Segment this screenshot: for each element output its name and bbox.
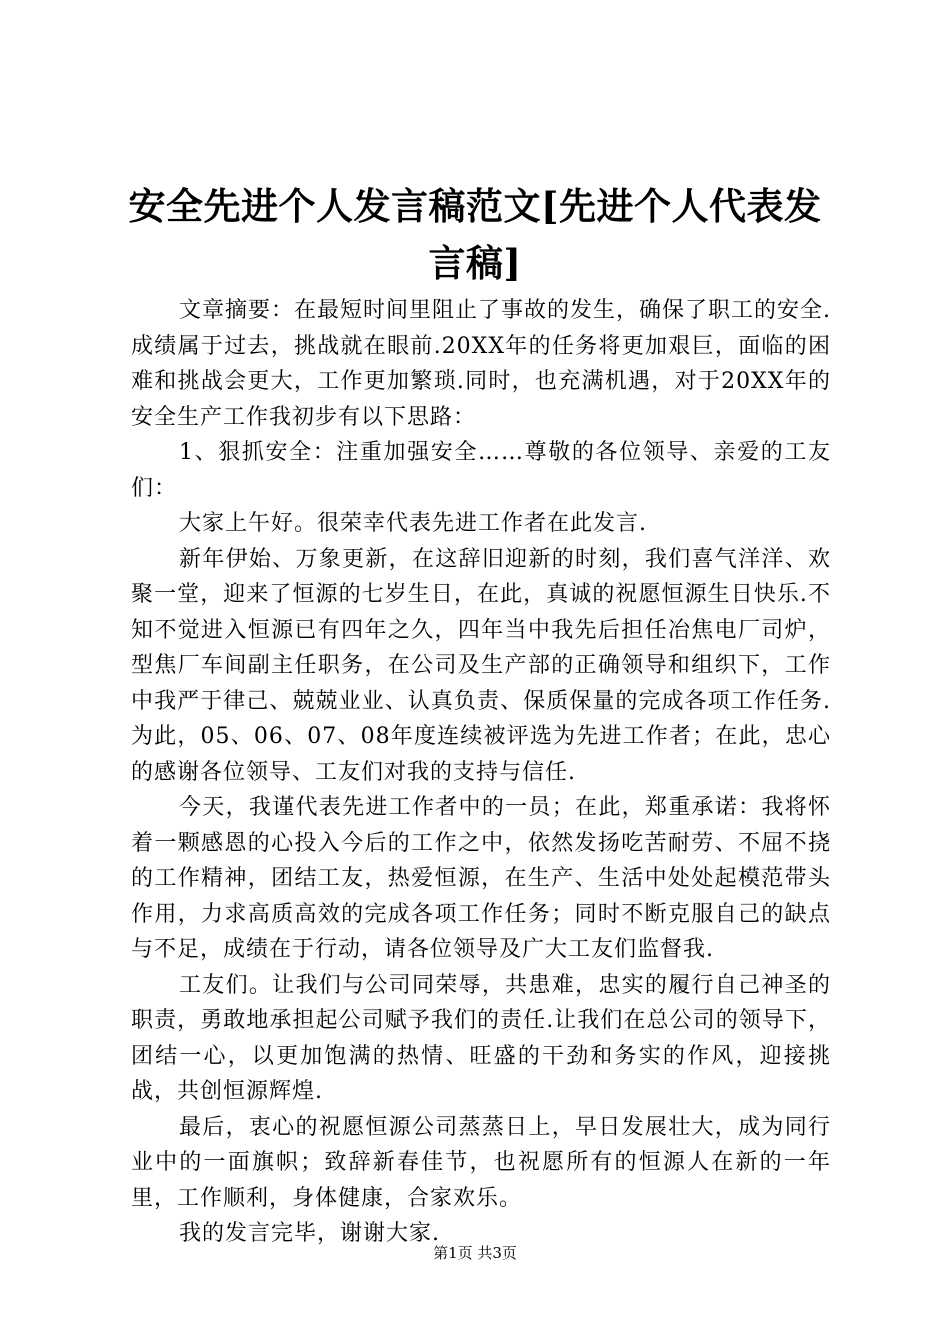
paragraph-call-to-action: 工友们。让我们与公司同荣辱，共患难，忠实的履行自己神圣的职责，勇敢地承担起公司赋予我们的责任.让我们在总公司的领导下，团结一心，以更加饱满的热情、旺盛的干劲和务实的作风，迎接挑战，共创恒源辉煌. [131, 972, 831, 1104]
document-body [131, 293, 831, 1252]
document-title: 安全先进个人发言稿范文[先进个人代表发言稿] [128, 184, 822, 285]
paragraph-commitment: 今天，我谨代表先进工作者中的一员；在此，郑重承诺：我将怀着一颗感恩的心投入今后的工作之中，依然发扬吃苦耐劳、不屈不挠的工作精神，团结工友，热爱恒源，在生产、生活中处处起模范带头作用，力求高质高效的完成各项工作任务；同时不断克服自己的缺点与不足，成绩在于行动，请各位领导及广大工友们监督我. [131, 795, 831, 962]
paragraph-closing: 我的发言完毕，谢谢大家. [179, 1221, 440, 1246]
paragraph-safety-point: 1、狠抓安全：注重加强安全……尊敬的各位领导、亲爱的工友们： [131, 440, 831, 501]
page-number-footer: 第1页 共3页 [433, 1244, 517, 1262]
paragraph-abstract: 文章摘要：在最短时间里阻止了事故的发生，确保了职工的安全.成绩属于过去，挑战就在眼前.20XX年的任务将更加艰巨，面临的困难和挑战会更大，工作更加繁琐.同时，也充满机遇，对于20XX年的安全生产工作我初步有以下思路： [131, 298, 831, 430]
paragraph-new-year: 新年伊始、万象更新，在这辞旧迎新的时刻，我们喜气洋洋、欢聚一堂，迎来了恒源的七岁生日，在此，真诚的祝愿恒源生日快乐.不知不觉进入恒源已有四年之久，四年当中我先后担任冶焦电厂司炉，型焦厂车间副主任职务，在公司及生产部的正确领导和组织下，工作中我严于律己、兢兢业业、认真负责、保质保量的完成各项工作任务.为此，05、06、07、08年度连续被评选为先进工作者；在此，忠心的感谢各位领导、工友们对我的支持与信任. [131, 546, 831, 785]
paragraph-greeting: 大家上午好。很荣幸代表先进工作者在此发言. [179, 511, 647, 536]
paragraph-wishes: 最后，衷心的祝愿恒源公司蒸蒸日上，早日发展壮大，成为同行业中的一面旗帜；致辞新春佳节，也祝愿所有的恒源人在新的一年里，工作顺利，身体健康，合家欢乐。 [131, 1114, 831, 1211]
